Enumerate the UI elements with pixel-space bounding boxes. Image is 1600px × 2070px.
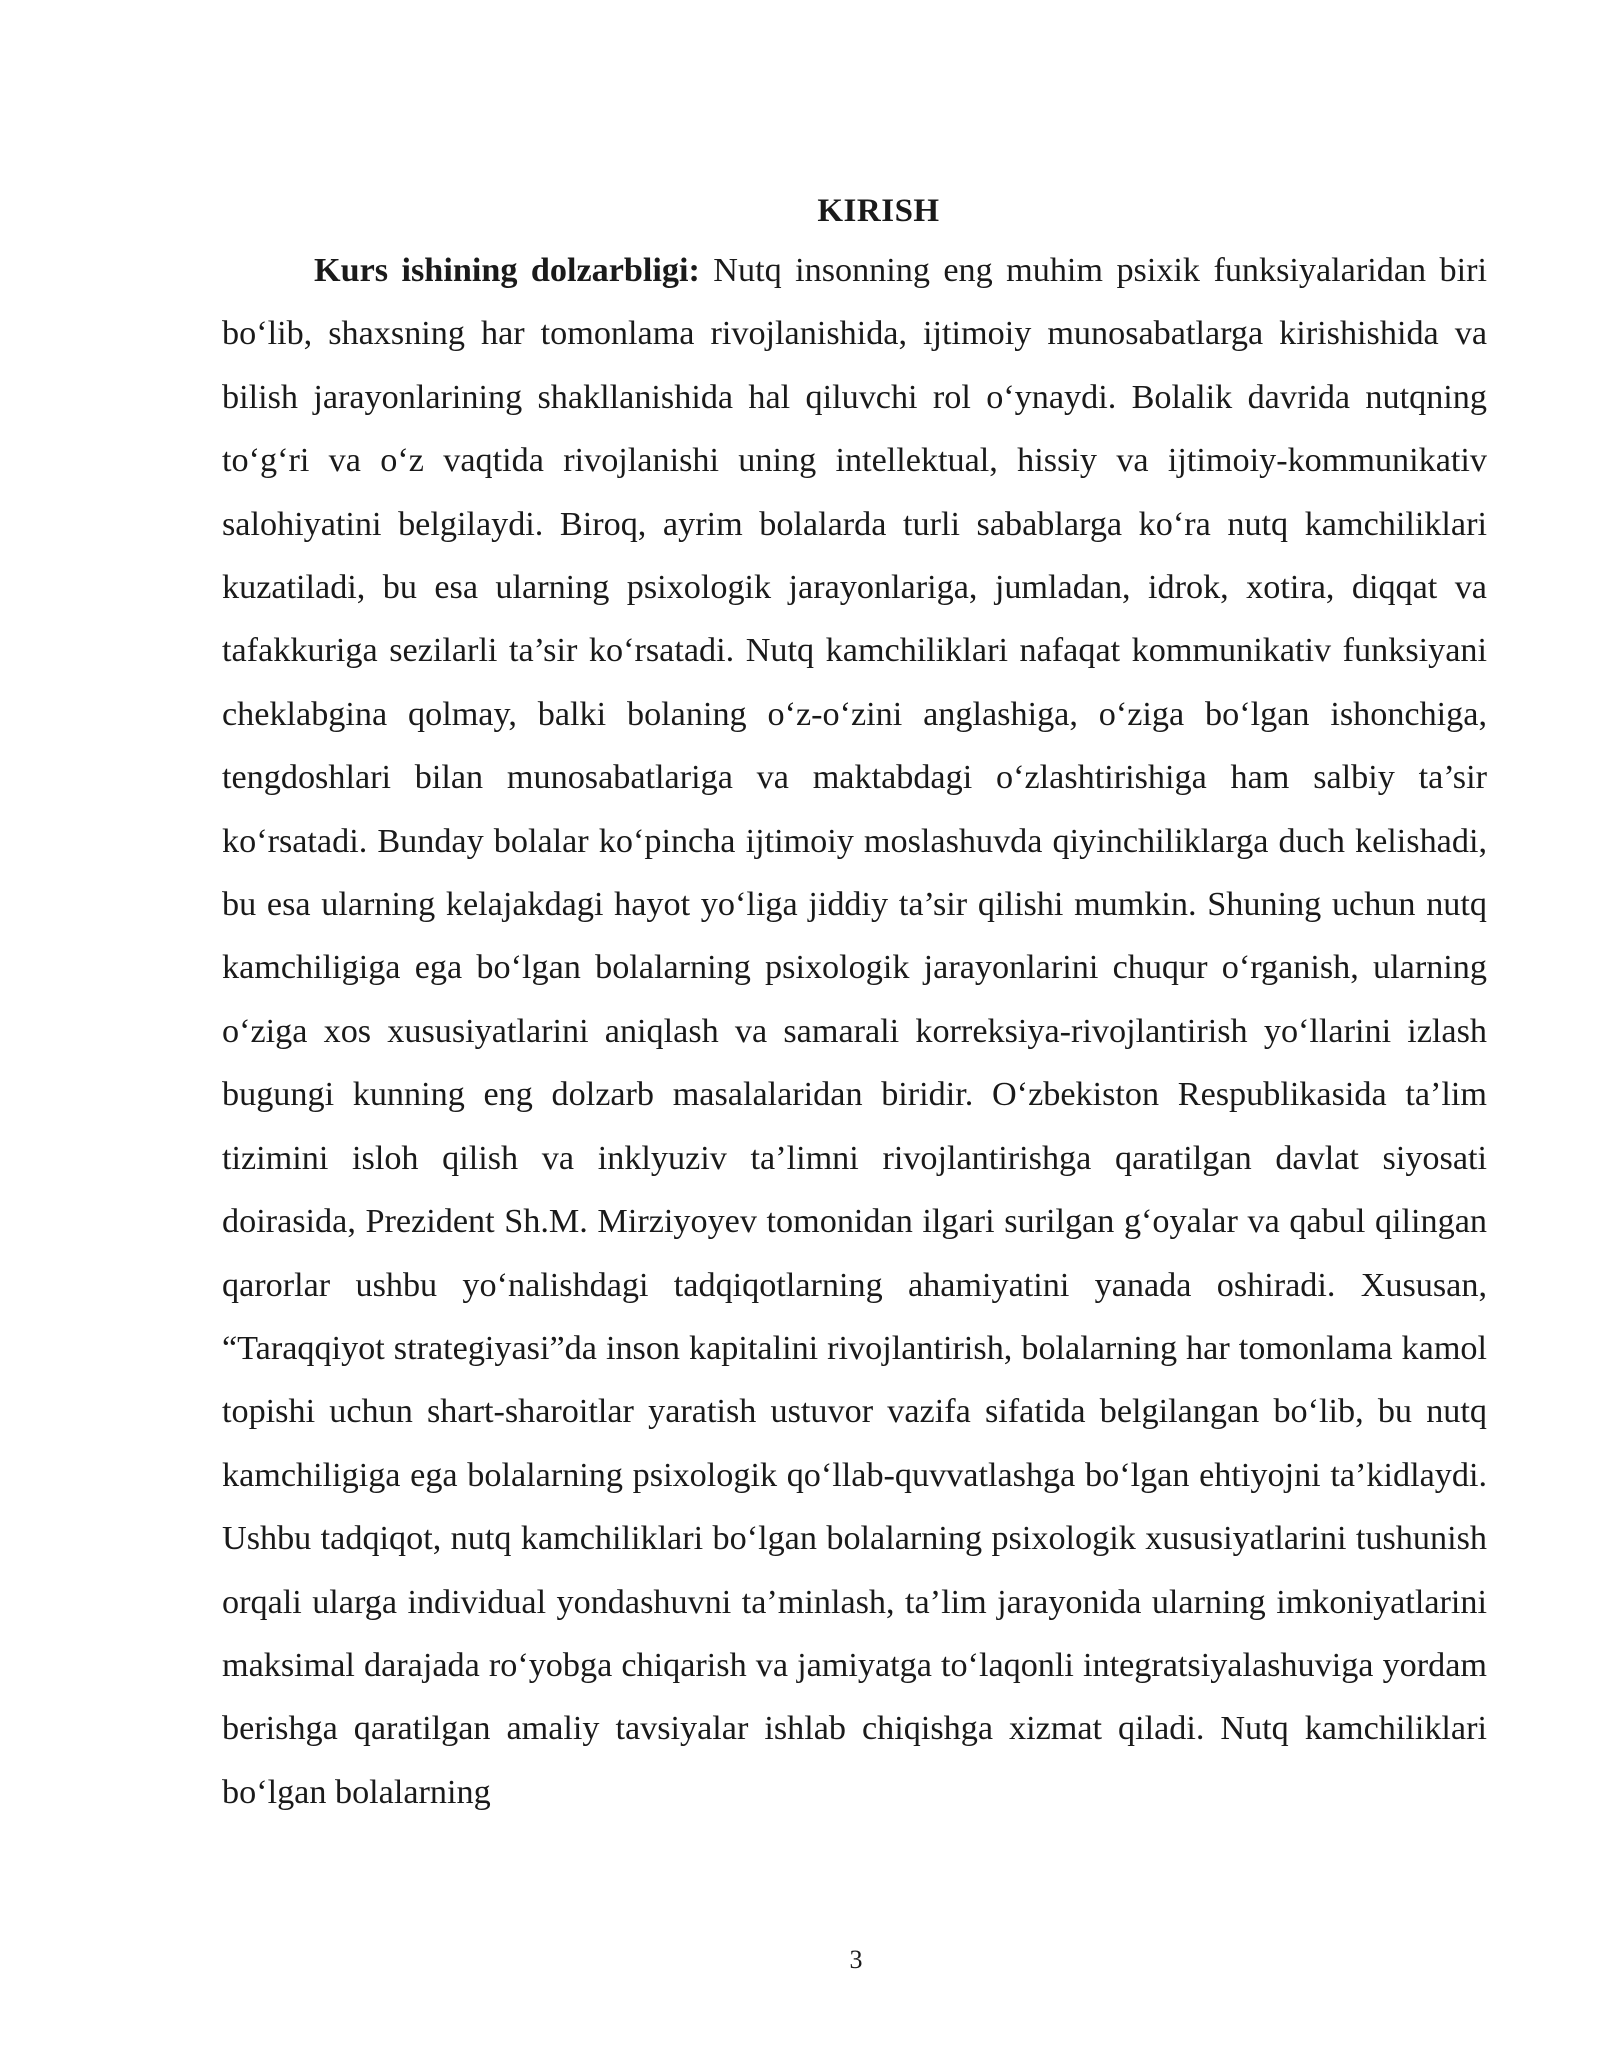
paragraph-text: Nutq insonning eng muhim psixik funksiyalaridan biri bo‘lib, shaxsning har tomonlama rivojlanishida, ijtimoiy munosabatlarga kirishishida va bilish jarayonlarining shakllanishida hal qiluvchi rol o‘ynaydi. Bolalik davrida nutqning to‘g‘ri va o‘z vaqtida rivojlanishi uning intellektual, hissiy va ijtimoiy-kommunikativ salohiyatini belgilaydi. Biroq, ayrim bolalarda turli sabablarga ko‘ra nutq kamchiliklari kuzatiladi, bu esa ularning psixologik jarayonlariga, jumladan, idrok, xotira, diqqat va tafakkuriga sezilarli ta’sir ko‘rsatadi. Nutq kamchiliklari nafaqat kommunikativ funksiyani cheklabgina qolmay, balki bolaning o‘z-o‘zini anglashiga, o‘ziga bo‘lgan ishonchiga, tengdoshlari bilan munosabatlariga va maktabdagi o‘zlashtirishiga ham salbiy ta’sir ko‘rsatadi. Bunday bolalar ko‘pincha ijtimoiy moslashuvda qiyinchiliklarga duch kelishadi, bu esa ularning kelajakdagi hayot yo‘liga jiddiy ta’sir qilishi mumkin. Shuning uchun nutq kamchiligiga ega bo‘lgan bolalarning psixologik jarayonlarini chuqur o‘rganish, ularning o‘ziga xos xususiyatlarini aniqlash va samarali korreksiya-rivojlantirish yo‘llarini izlash bugungi kunning eng dolzarb masalalaridan biridir. O‘zbekiston Respublikasida ta’lim tizimini isloh qilish va inklyuziv ta’limni rivojlantirishga qaratilgan davlat siyosati doirasida, Prezident Sh.M. Mirziyoyev tomonidan ilgari surilgan g‘oyalar va qabul qilingan qarorlar ushbu yo‘nalishdagi tadqiqotlarning ahamiyatini yanada oshiradi. Xususan, “Taraqqiyot strategiyasi”da inson kapitalini rivojlantirish, bolalarning har tomonlama kamol topishi uchun shart-sharoitlar yaratish ustuvor vazifa sifatida belgilangan bo‘lib, bu nutq kamchiligiga ega bolalarning psixologik qo‘llab-quvvatlashga bo‘lgan ehtiyojni ta’kidlaydi. Ushbu tadqiqot, nutq kamchiliklari bo‘lgan bolalarning psixologik xususiyatlarini tushunish orqali ularga individual yondashuvni ta’minlash, ta’lim jarayonida ularning imkoniyatlarini maksimal darajada ro‘yobga chiqarish va jamiyatga to‘laqonli integratsiyalashuviga yordam berishga qaratilgan amaliy tavsiyalar ishlab chiqishga xizmat qiladi. Nutq kamchiliklari bo‘lgan bolalarning (222, 252, 1487, 1811)
body-paragraph (222, 239, 1487, 1824)
page-number: 3 (849, 1945, 863, 1974)
section-heading: KIRISH (817, 193, 940, 229)
page-content (222, 183, 1487, 1824)
paragraph-lead-label: Kurs ishining dolzarbligi: (314, 252, 700, 289)
